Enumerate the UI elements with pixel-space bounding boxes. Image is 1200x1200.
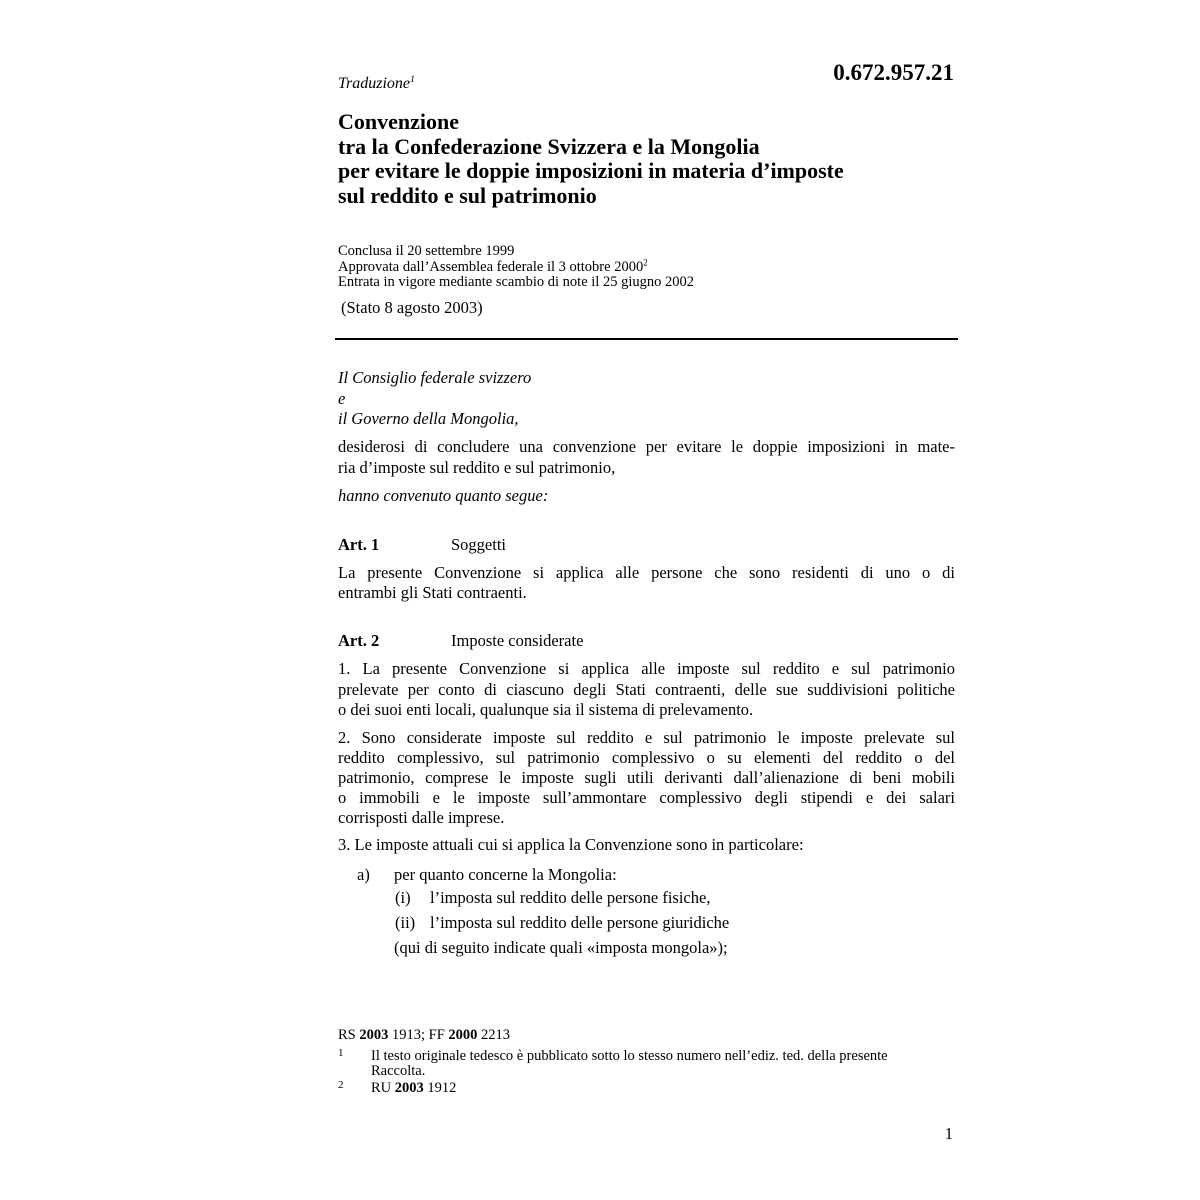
ff-number: 2213 [477,1027,511,1043]
art-2-p3: 3. Le imposte attuali cui si applica la Convenzione sono in particolare: [338,835,804,854]
title-line-2: tra la Confederazione Svizzera e la Mongolia [338,133,760,159]
rs-year: 2003 [359,1027,389,1043]
rs-prefix: RS [338,1027,360,1043]
art-2-p2-line-1: 2. Sono considerate imposte sul reddito e sul patrimonio le imposte prelevate sul [338,728,955,747]
art-2-p2-line-3: patrimonio, comprese le imposte sugli utili derivanti dall’alienazione di beni mobili [338,768,955,787]
page-number: 1 [944,1124,953,1143]
fn2-year: 2003 [394,1080,424,1096]
art-1-number: Art. 1 [338,535,380,554]
traduzione-label [338,75,415,93]
preamble-hanno: hanno convenuto quanto segue: [338,486,549,505]
art-1-text-line-2: entrambi gli Stati contraenti. [338,583,527,602]
art-2-item-a-text: per quanto concerne la Mongolia: [394,865,617,884]
art-2-item-ii-label: (ii) [395,913,416,932]
sr-number: 0.672.957.21 [833,60,954,85]
footnote-2-number: 2 [338,1079,344,1091]
art-2-item-i-label: (i) [395,888,411,907]
traduzione-text: Traduzione [338,75,411,92]
art-2-p1-line-1: 1. La presente Convenzione si applica alle imposte sul reddito e sul patrimonio [338,659,955,678]
preamble-conjunction: e [338,389,346,408]
title-line-1: Convenzione [338,109,459,134]
header-divider [335,338,958,340]
footnote-1-text [371,1049,961,1078]
art-2-p2-line-5: corrisposti dalle imprese. [338,808,505,827]
preamble-party-1: Il Consiglio federale svizzero [338,368,532,387]
art-2-qui: (qui di seguito indicate quali «imposta mongola»); [394,938,728,957]
footnote-1-line-2: Raccolta. [371,1062,426,1079]
rs-number: 1913; FF [388,1027,449,1043]
preamble-desiderosi-line-2: ria d’imposte sul reddito e sul patrimonio, [338,458,616,477]
art-2-p2-line-4: o immobili e le imposte sull’ammontare complessivo degli stipendi e dei salari [338,788,955,807]
art-2-p2-line-2: reddito complessivo, sul patrimonio complessivo o su elementi del reddito o del [338,748,955,767]
art-2-p1-line-2: prelevate per conto di ciascuno degli Stati contraenti, delle sue suddivisioni politiche [338,680,955,699]
footnote-2-text [371,1080,456,1097]
rs-ff-reference [338,1027,510,1044]
art-2-item-ii-text: l’imposta sul reddito delle persone giuridiche [430,913,730,932]
entrata-date: Entrata in vigore mediante scambio di note il 25 giugno 2002 [338,274,694,291]
art-2-number: Art. 2 [338,631,380,650]
title-line-4: sul reddito e sul patrimonio [338,182,597,208]
document-title [338,110,844,208]
art-2-item-i-text: l’imposta sul reddito delle persone fisiche, [430,888,711,907]
fn2-prefix: RU [371,1080,395,1096]
art-2-p1-line-3: o dei suoi enti locali, qualunque sia il sistema di prelevamento. [338,700,754,719]
footnote-ref-1[interactable]: 1 [410,74,415,86]
art-2-title: Imposte considerate [451,631,584,650]
preamble-party-2: il Governo della Mongolia, [338,409,519,428]
footnote-1-line-1: Il testo originale tedesco è pubblicato sotto lo stesso numero nell’ediz. ted. della presente [371,1048,888,1064]
conclusa-date: Conclusa il 20 settembre 1999 [338,243,515,259]
fn2-number: 1912 [423,1080,457,1096]
stato-date: (Stato 8 agosto 2003) [341,298,483,317]
ff-year: 2000 [448,1027,478,1043]
art-2-item-a-label: a) [357,865,370,884]
preamble-desiderosi-line-1: desiderosi di concludere una convenzione per evitare le doppie imposizioni in mate- [338,437,955,456]
approvata-text: Approvata dall’Assemblea federale il 3 ottobre 2000 [338,258,644,275]
approvata-date [338,257,694,276]
footnote-1-number: 1 [338,1047,344,1059]
footnote-ref-2[interactable]: 2 [643,257,648,268]
document-meta [338,244,694,291]
art-1-text-line-1: La presente Convenzione si applica alle persone che sono residenti di uno o di [338,563,955,582]
title-line-3: per evitare le doppie imposizioni in materia d’imposte [338,158,844,183]
art-1-title: Soggetti [451,535,507,554]
